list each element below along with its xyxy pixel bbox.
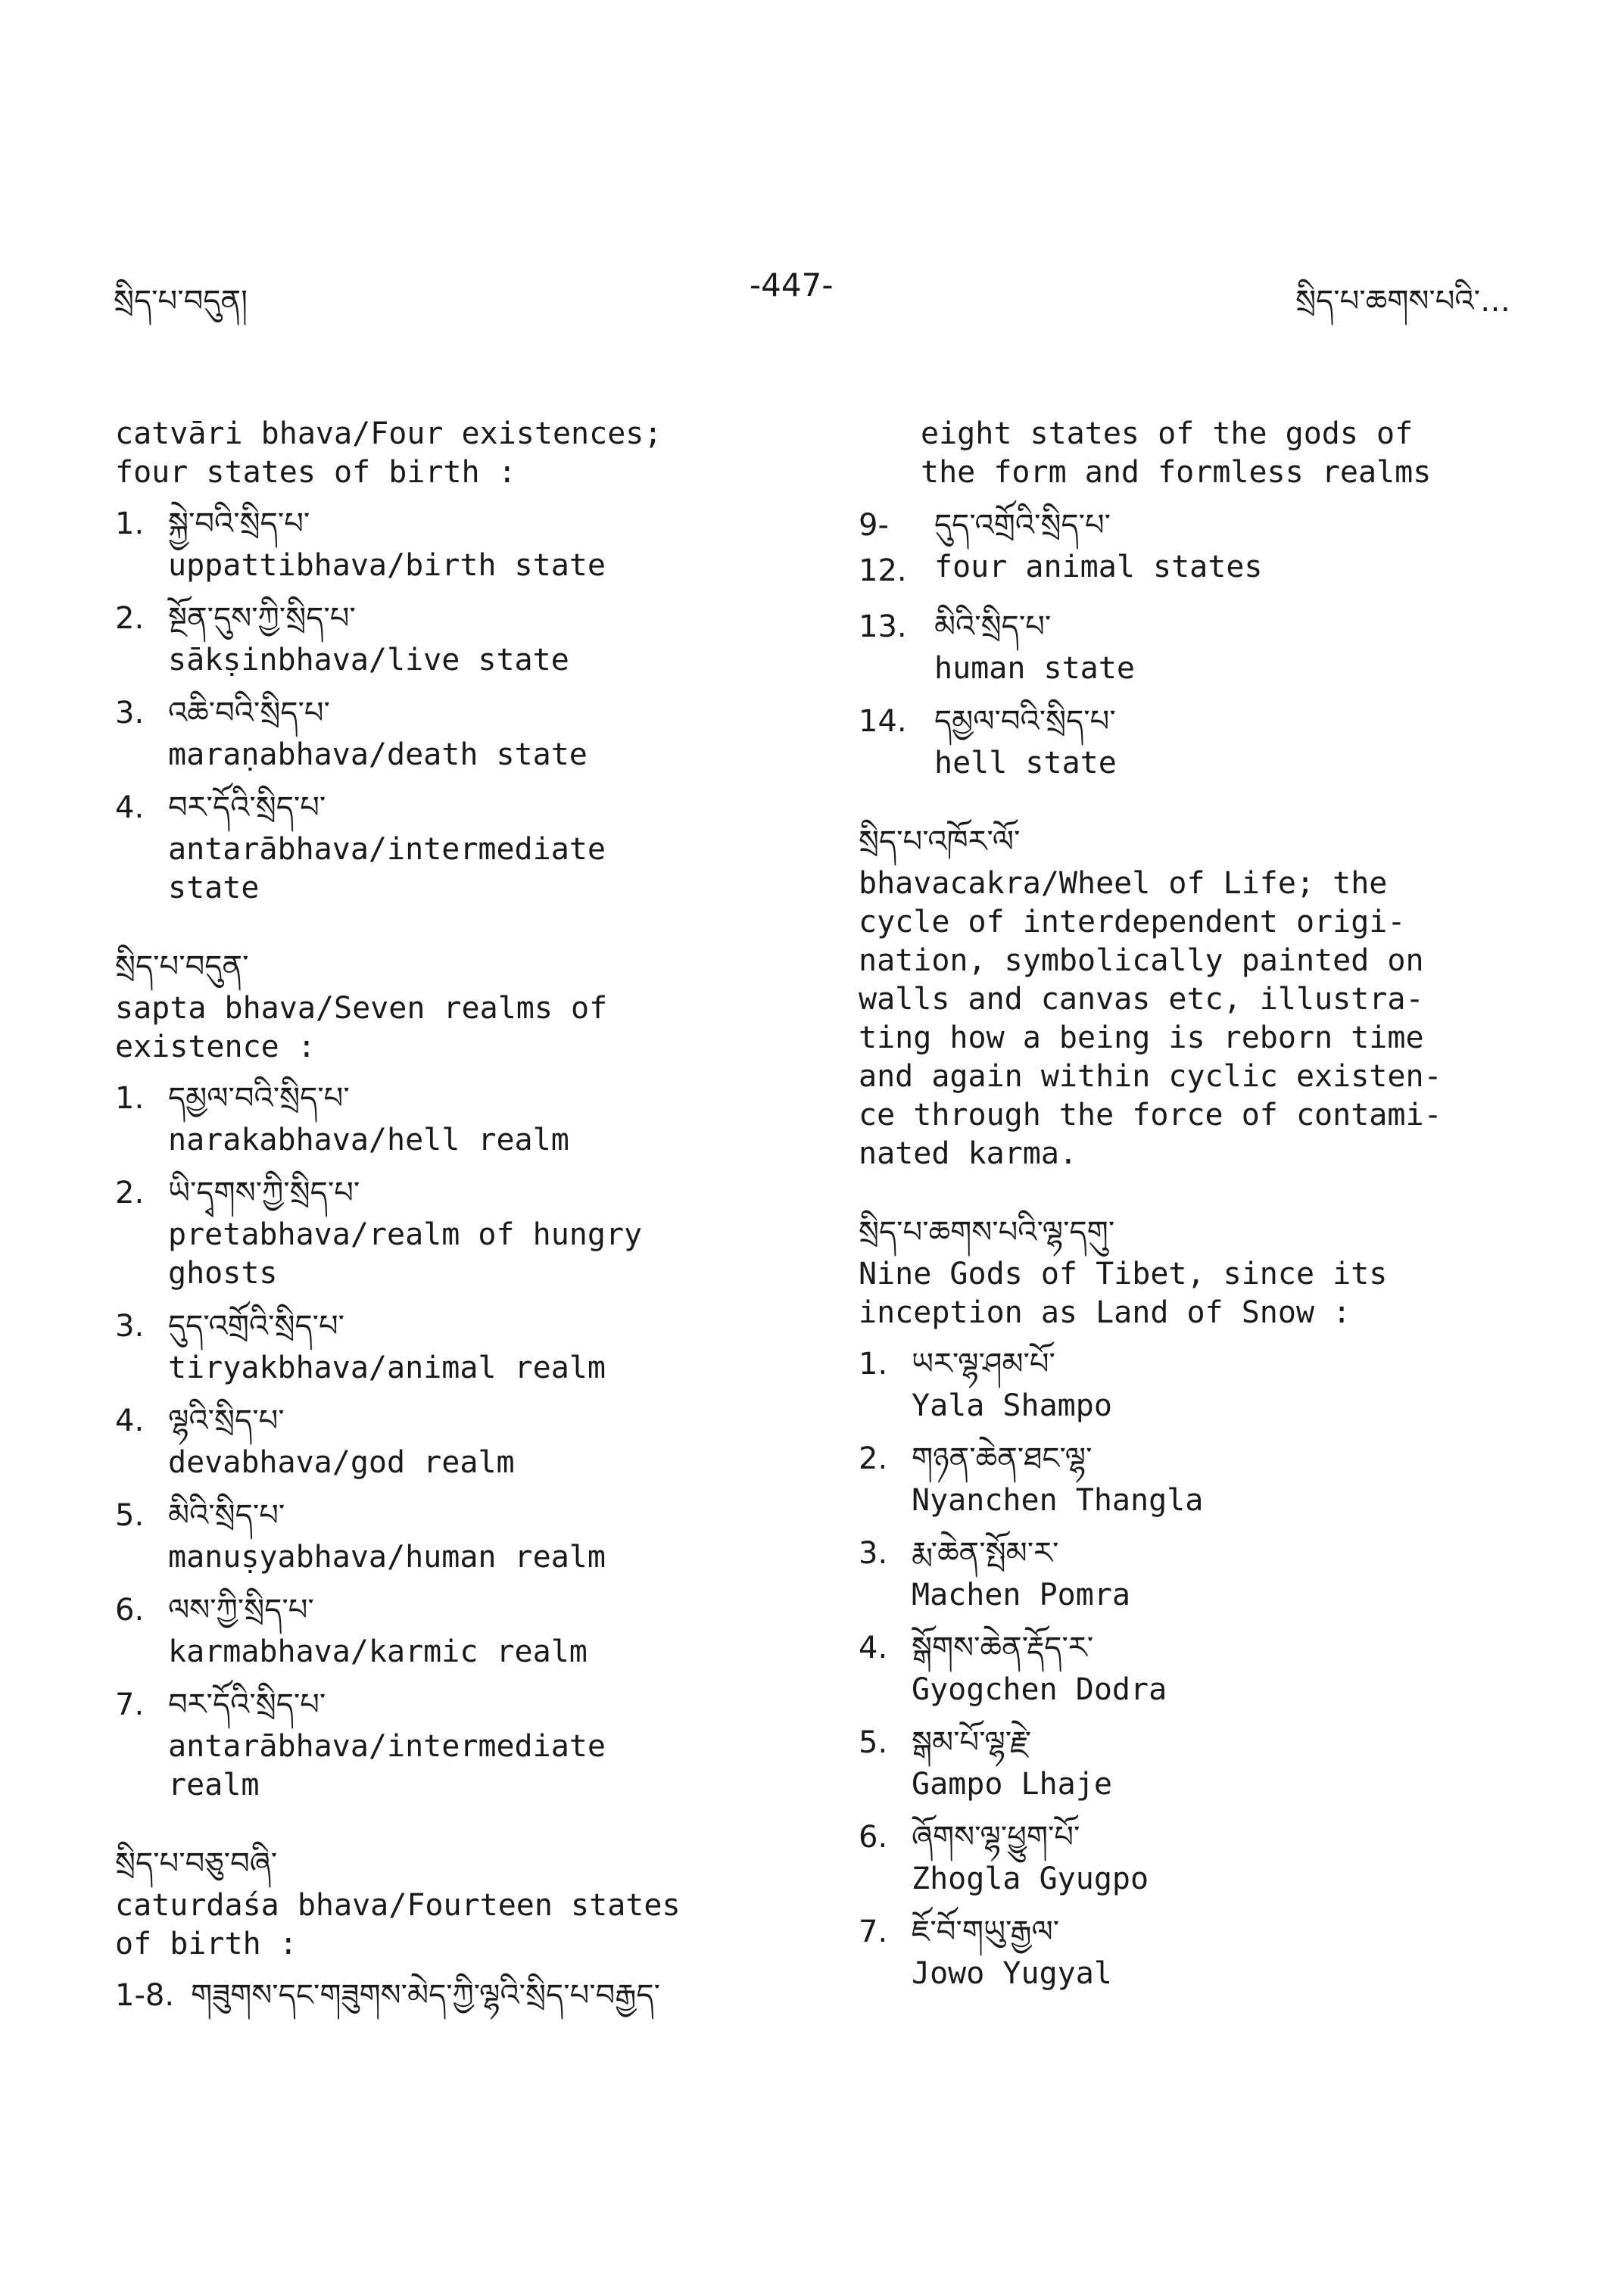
item-description: Gampo Lhaje [912,1767,1112,1802]
list-item [859,503,1525,594]
entry-fourteen-states [115,1841,812,2018]
item-description: human state [934,651,1135,686]
item-tibetan: ལས་ཀྱི་སྲིད་པ་ [168,1593,314,1628]
list-item [115,596,812,680]
item-tibetan: སྐྱེ་བའི་སྲིད་པ་ [168,506,310,541]
entry-list [859,1341,1525,1993]
item-tibetan: དུད་འགྲོའི་སྲིད་པ་ [168,1309,345,1344]
list-item [115,1587,812,1671]
item-description: four animal states [934,550,1263,584]
item-tibetan: རྨ་ཆེན་སྤོམ་ར་ [912,1536,1059,1571]
list-item [859,1625,1525,1709]
item-number: 3. [115,1309,145,1344]
entry-description: Nine Gods of Tibet, since its inception as Land of Snow : [859,1257,1388,1330]
item-description: Nyanchen Thangla [912,1483,1204,1518]
entry-four-existences [115,415,812,908]
entry-list [115,1973,812,2018]
list-item [859,1720,1525,1804]
entry-wheel-of-life [859,819,1525,1173]
entry-headword-tibetan: སྲིད་པ་ཆགས་པའི་ལྷ་དགུ་ [859,1215,1115,1250]
item-description: sākṣinbhava/live state [168,643,569,678]
item-number: 14. [859,704,907,739]
item-tibetan: གཉན་ཆེན་ཐང་ལྷ་ [912,1441,1093,1476]
item-description: antarābhava/intermediate state [168,832,606,905]
item-description: devabhava/god realm [168,1445,515,1480]
item-tibetan: འཆི་བའི་སྲིད་པ་ [168,696,330,731]
item-number: 1. [115,506,145,541]
item-description: Machen Pomra [912,1578,1130,1612]
item-description: hell state [934,746,1117,780]
item-description: Gyogchen Dodra [912,1672,1167,1707]
item-tibetan: མིའི་སྲིད་པ་ [168,1498,285,1533]
item-number: 5. [115,1498,145,1533]
item-description: karmabhava/karmic realm [168,1634,588,1669]
list-item [115,1398,812,1482]
list-item [115,1493,812,1577]
continuation-text: eight states of the gods of the form and formless realms [921,416,1432,490]
item-number: 4. [115,1404,145,1438]
item-number: 1-8. [115,1978,175,2013]
list-item [115,1304,812,1388]
item-description: tiryakbhava/animal realm [168,1351,606,1385]
item-number: 7. [859,1914,888,1949]
list-item [859,1341,1525,1425]
item-number: 7. [115,1687,145,1722]
item-tibetan: སྒམ་པོ་ལྷ་རྗེ་ [912,1725,1032,1760]
item-number: 5. [859,1725,888,1760]
item-tibetan: དམྱལ་བའི་སྲིད་པ་ [168,1081,350,1116]
list-item [115,1170,812,1293]
item-description: antarābhava/intermediate realm [168,1729,606,1802]
list-item [859,1815,1525,1899]
item-number: 4. [859,1631,888,1665]
item-number: 2. [115,601,145,636]
running-head-left: སྲིད་པ་བདུན། [114,284,248,319]
item-tibetan: གཟུགས་དང་གཟུགས་མེད་ཀྱི་ལྷའི་སྲིད་པ་བརྒྱད་ [191,1978,660,2013]
item-tibetan: ཇོ་བོ་གཡུ་རྒྱལ་ [912,1914,1060,1949]
item-number: 2. [115,1176,145,1210]
item-number: 2. [859,1441,888,1476]
list-item [115,1076,812,1160]
item-tibetan: ཞོགས་ལྷ་ཕྱུག་པོ་ [912,1820,1080,1855]
list-item [859,1436,1525,1520]
item-description: Yala Shampo [912,1388,1112,1423]
item-number: 3. [859,1536,888,1571]
entry-list [115,501,812,908]
item-number: 1. [115,1081,145,1116]
item-tibetan: ཡར་ལྷ་ཤམ་པོ་ [912,1347,1055,1382]
entry-list [115,1076,812,1805]
list-item [859,604,1525,688]
item-tibetan: བར་དོའི་སྲིད་པ་ [168,790,326,825]
right-column [859,415,1525,2030]
entry-list-continued [859,503,1525,783]
entry-description: bhavacakra/Wheel of Life; the cycle of interdependent origi- nation, symbolically painted on walls and canvas etc, illustra- ting how a being is reborn time and again within cyclic existen- ce through the force of contami- nated karma. [859,866,1442,1171]
item-number: 1. [859,1347,888,1382]
item-description: manuṣyabhava/human realm [168,1540,606,1575]
list-item [115,501,812,585]
item-description: Zhogla Gyugpo [912,1862,1149,1896]
entry-nine-gods [859,1210,1525,1993]
item-number: 9-12. [859,508,907,588]
entry-headword-tibetan: སྲིད་པ་འཁོར་ལོ་ [859,824,1021,859]
item-tibetan: སྒོགས་ཆེན་རྡོད་ར་ [912,1631,1094,1665]
item-tibetan: བར་དོའི་སྲིད་པ་ [168,1687,326,1722]
running-head-right: སྲིད་པ་ཆགས་པའི་… [1295,284,1510,319]
entry-seven-realms [115,944,812,1805]
list-item [859,1909,1525,1993]
item-description: narakabhava/hell realm [168,1123,569,1157]
item-tibetan: མིའི་སྲིད་པ་ [934,609,1052,644]
left-column [115,415,812,2055]
item-number: 6. [859,1820,888,1855]
item-tibetan: ཡི་དྭགས་ཀྱི་སྲིད་པ་ [168,1176,360,1210]
entry-description: catvāri bhava/Four existences; four states of birth : [115,416,662,490]
item-tibetan: དམྱལ་བའི་སྲིད་པ་ [934,704,1116,739]
item-tibetan: སྔོན་དུས་ཀྱི་སྲིད་པ་ [168,601,356,636]
entry-headword-tibetan: སྲིད་པ་བཅུ་བཞི་ [115,1846,278,1881]
item-description: maraṇabhava/death state [168,737,588,772]
item-number: 4. [115,790,145,825]
entry-headword-tibetan: སྲིད་པ་བདུན་ [115,949,249,984]
item-number: 3. [115,696,145,731]
page-header [114,266,1510,319]
item-description: Jowo Yugyal [912,1956,1112,1991]
item-number: 6. [115,1593,145,1628]
list-item [115,785,812,908]
item-number: 13. [859,609,907,644]
list-item [115,690,812,774]
entry-description: sapta bhava/Seven realms of existence : [115,991,608,1064]
list-item [115,1973,812,2018]
list-item [859,699,1525,783]
item-description: uppattibhava/birth state [168,548,606,583]
entry-description: caturdaśa bhava/Fourteen states of birth : [115,1888,681,1961]
page-number: -447- [750,266,834,304]
list-item [859,1531,1525,1615]
list-item [115,1682,812,1805]
item-description: pretabhava/realm of hungry ghosts [168,1217,643,1291]
item-tibetan: ལྷའི་སྲིད་པ་ [168,1404,285,1438]
item-tibetan: དུད་འགྲོའི་སྲིད་པ་ [934,508,1111,543]
